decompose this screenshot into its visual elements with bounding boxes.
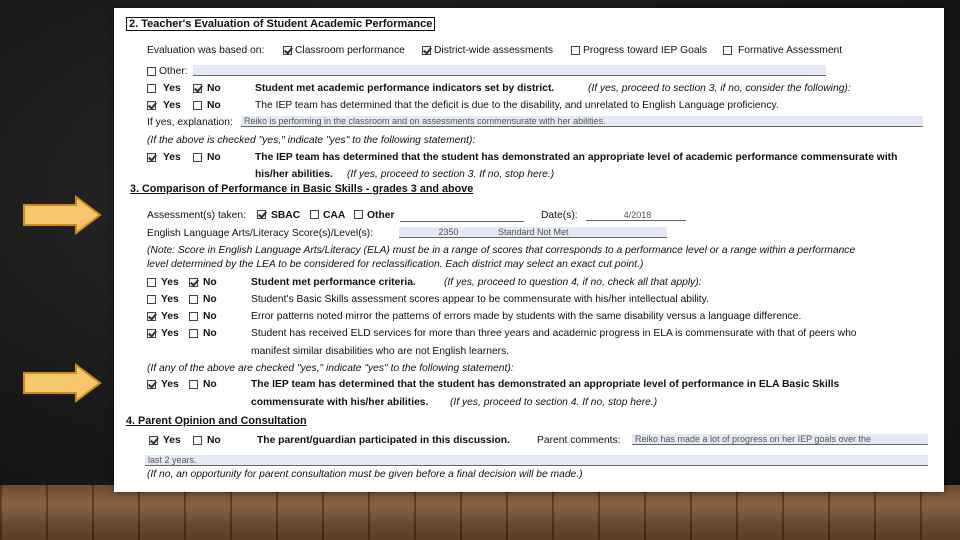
r3-statement: Error patterns noted mirror the patterns of errors made by students with the same disability versus a language difference. xyxy=(251,311,802,322)
r4-no-checkbox[interactable] xyxy=(189,329,198,338)
district-label: District-wide assessments xyxy=(434,45,554,56)
parent-comments-field-line2[interactable]: last 2 years. xyxy=(145,455,928,466)
r4-statement-line1: Student has received ELD services for more than three years and academic progress in ELA is commensurate with that of peers who xyxy=(251,328,857,339)
r1-statement: Student met performance criteria. xyxy=(251,277,416,288)
sbac-label: SBAC xyxy=(271,210,301,221)
section-4-header: 4. Parent Opinion and Consultation xyxy=(126,415,307,427)
q2-yes-checkbox[interactable] xyxy=(147,101,156,110)
parent-consultation-note: (If no, an opportunity for parent consultation must be given before a final decision will be made.) xyxy=(147,469,583,480)
other-assessment-line[interactable] xyxy=(400,221,524,222)
q3-no-checkbox[interactable] xyxy=(193,153,202,162)
q1-yes-checkbox[interactable] xyxy=(147,84,156,93)
dates-label: Date(s): xyxy=(541,210,578,221)
q3-instruction: (If yes, proceed to section 3. If no, stop here.) xyxy=(347,169,555,180)
r3-no-checkbox[interactable] xyxy=(189,312,198,321)
r4-yes-checkbox[interactable] xyxy=(147,329,156,338)
section-3-note-line1: (Note: Score in English Language Arts/Literacy (ELA) must be in a range of scores that corresponds to a performance level or a range within a performance xyxy=(147,245,856,256)
r1-no-checkbox[interactable] xyxy=(189,278,198,287)
form-document xyxy=(114,8,944,492)
p-yes-label: Yes xyxy=(163,435,181,446)
wood-floor xyxy=(0,485,960,540)
r2-no-label: No xyxy=(203,294,217,305)
ela-score-field[interactable]: 2350 xyxy=(399,227,495,238)
evaluation-label: Evaluation was based on: xyxy=(147,45,265,56)
q1-yes-label: Yes xyxy=(163,83,181,94)
other-assessment-checkbox[interactable] xyxy=(354,210,363,219)
ela-level-field[interactable]: Standard Not Met xyxy=(495,227,667,238)
explanation-field[interactable]: Reiko is performing in the classroom and on assessments commensurate with her abilities. xyxy=(241,116,923,127)
r2-yes-checkbox[interactable] xyxy=(147,295,156,304)
p-no-checkbox[interactable] xyxy=(193,436,202,445)
q3-statement-line2: his/her abilities. xyxy=(255,169,333,180)
arrow-right-icon-2 xyxy=(22,363,102,403)
other-label: Other: xyxy=(159,66,188,77)
section-3-note-line2: level determined by the LEA to be considered for reclassification. Each district may select an exact cut point.) xyxy=(147,259,644,270)
caa-checkbox[interactable] xyxy=(310,210,319,219)
date-field[interactable]: 4/2018 xyxy=(586,210,686,221)
iep-progress-checkbox[interactable] xyxy=(571,46,580,55)
r5-yes-checkbox[interactable] xyxy=(147,380,156,389)
r1-yes-checkbox[interactable] xyxy=(147,278,156,287)
r1-yes-label: Yes xyxy=(161,277,179,288)
iep-progress-label: Progress toward IEP Goals xyxy=(583,45,707,56)
r1-instruction: (If yes, proceed to question 4, if no, check all that apply): xyxy=(444,277,702,288)
r5-statement-line2: commensurate with his/her abilities. xyxy=(251,397,429,408)
r2-statement: Student's Basic Skills assessment scores appear to be commensurate with his/her intellectual ability. xyxy=(251,294,709,305)
q1-no-label: No xyxy=(207,83,221,94)
p-no-label: No xyxy=(207,435,221,446)
r1-no-label: No xyxy=(203,277,217,288)
section-2-header: 2. Teacher's Evaluation of Student Academic Performance xyxy=(126,17,435,31)
r3-yes-label: Yes xyxy=(161,311,179,322)
q1-no-checkbox[interactable] xyxy=(193,84,202,93)
q3-yes-checkbox[interactable] xyxy=(147,153,156,162)
other-assessment-label: Other xyxy=(367,210,395,221)
r4-yes-label: Yes xyxy=(161,328,179,339)
r2-no-checkbox[interactable] xyxy=(189,295,198,304)
r3-no-label: No xyxy=(203,311,217,322)
section-3-note-any: (If any of the above are checked "yes," indicate "yes" to the following statement): xyxy=(147,363,514,374)
classroom-checkbox[interactable] xyxy=(283,46,292,55)
q2-yes-label: Yes xyxy=(163,100,181,111)
q1-statement: Student met academic performance indicators set by district. xyxy=(255,83,555,94)
caa-label: CAA xyxy=(323,210,346,221)
section-2-note: (If the above is checked "yes," indicate "yes" to the following statement): xyxy=(147,135,476,146)
other-field[interactable] xyxy=(193,65,826,76)
q3-no-label: No xyxy=(207,152,221,163)
r5-instruction: (If yes, proceed to section 4. If no, stop here.) xyxy=(450,397,658,408)
assessment-label: Assessment(s) taken: xyxy=(147,210,246,221)
r2-yes-label: Yes xyxy=(161,294,179,305)
formative-checkbox[interactable] xyxy=(723,46,732,55)
r5-statement-line1: The IEP team has determined that the student has demonstrated an appropriate level of performance in ELA Basic Skills xyxy=(251,379,840,390)
formative-label: Formative Assessment xyxy=(738,45,843,56)
q2-statement: The IEP team has determined that the deficit is due to the disability, and unrelated to English Language proficiency. xyxy=(255,100,779,111)
r4-no-label: No xyxy=(203,328,217,339)
parent-statement: The parent/guardian participated in this discussion. xyxy=(257,435,510,446)
q1-instruction: (If yes, proceed to section 3, if no, consider the following): xyxy=(588,83,851,94)
explanation-label: If yes, explanation: xyxy=(147,117,233,128)
classroom-label: Classroom performance xyxy=(295,45,405,56)
district-checkbox[interactable] xyxy=(422,46,431,55)
r5-no-label: No xyxy=(203,379,217,390)
r5-no-checkbox[interactable] xyxy=(189,380,198,389)
ela-score-label: English Language Arts/Literacy Score(s)/Level(s): xyxy=(147,228,374,239)
arrow-right-icon-1 xyxy=(22,195,102,235)
q3-statement-line1: The IEP team has determined that the student has demonstrated an appropriate level of academic performance commensurate with xyxy=(255,152,898,163)
parent-comments-label: Parent comments: xyxy=(537,435,621,446)
q2-no-checkbox[interactable] xyxy=(193,101,202,110)
p-yes-checkbox[interactable] xyxy=(149,436,158,445)
other-checkbox[interactable] xyxy=(147,67,156,76)
parent-comments-field-line1[interactable]: Reiko has made a lot of progress on her IEP goals over the xyxy=(632,434,928,445)
r5-yes-label: Yes xyxy=(161,379,179,390)
sbac-checkbox[interactable] xyxy=(257,210,266,219)
q3-yes-label: Yes xyxy=(163,152,181,163)
r4-statement-line2: manifest similar disabilities who are not English learners. xyxy=(251,346,510,357)
section-3-header: 3. Comparison of Performance in Basic Skills - grades 3 and above xyxy=(130,183,474,195)
r3-yes-checkbox[interactable] xyxy=(147,312,156,321)
q2-no-label: No xyxy=(207,100,221,111)
